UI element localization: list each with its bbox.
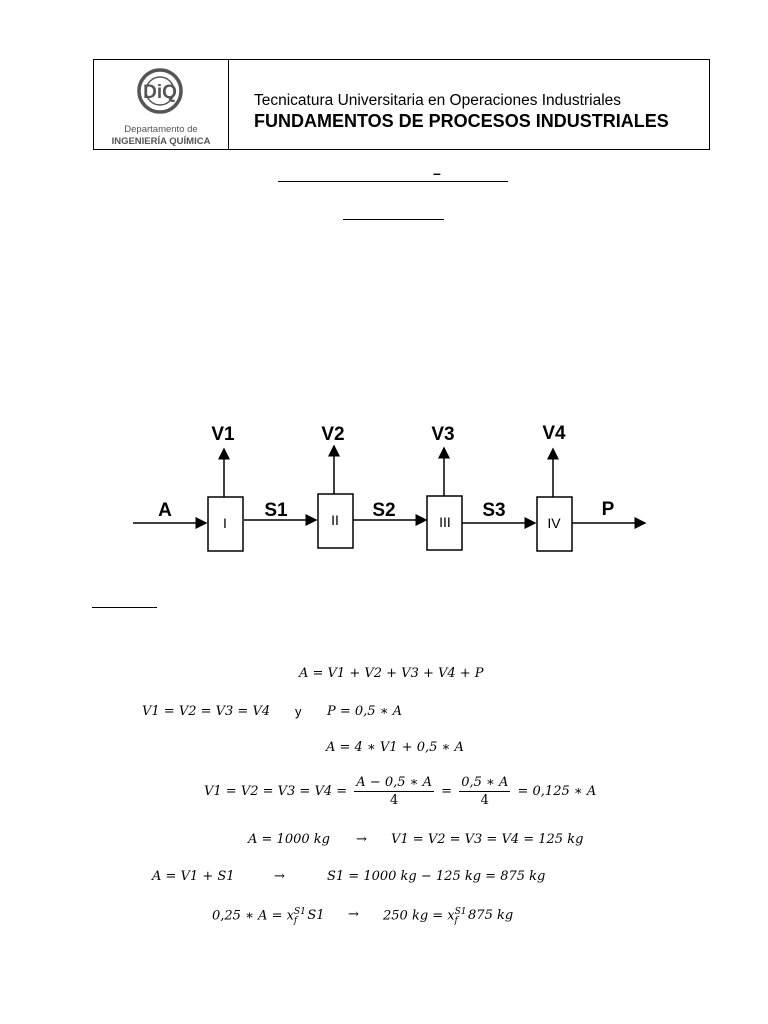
unit-label-i: I bbox=[223, 515, 227, 531]
fraction-2-denominator: 4 bbox=[480, 793, 489, 808]
subscript-f-b: f bbox=[454, 915, 458, 926]
equation-vapor-fraction-rhs: = 0,125 ∗ A bbox=[517, 784, 597, 799]
header-title: FUNDAMENTOS DE PROCESOS INDUSTRIALES bbox=[254, 111, 669, 131]
unit-label-iii: III bbox=[439, 514, 451, 530]
equation-vapor-fraction-eq: = bbox=[441, 784, 453, 799]
fraction-1-denominator: 4 bbox=[390, 793, 399, 808]
stream-label-p: P bbox=[601, 499, 615, 520]
superscript-s1-a: S1 bbox=[293, 907, 306, 917]
arrow-2: → bbox=[274, 869, 285, 884]
equation-stage1-balance: A = V1 + S1 bbox=[152, 869, 235, 884]
logo-department-name: INGENIERÍA QUÍMICA bbox=[111, 136, 211, 147]
equation-product: P = 0,5 ∗ A bbox=[327, 704, 403, 719]
fraction-1-numerator: A − 0,5 ∗ A bbox=[356, 775, 432, 790]
vapor-label-v2: V2 bbox=[321, 424, 345, 445]
section-underline bbox=[92, 607, 157, 608]
unit-label-iv: IV bbox=[547, 515, 561, 531]
equation-solids-result: 250 kg = $x^{S1}_f$ 875 kg bbox=[383, 907, 514, 926]
equation-global-balance: A = V1 + V2 + V3 + V4 + P bbox=[299, 666, 484, 681]
equation-s1-result: S1 = 1000 kg − 125 kg = 875 kg bbox=[327, 869, 546, 884]
equation-vapor-result: V1 = V2 = V3 = V4 = 125 kg bbox=[391, 832, 584, 847]
vapor-label-v3: V3 bbox=[431, 424, 455, 445]
fraction-2-numerator: 0,5 ∗ A bbox=[461, 775, 509, 790]
logo-department-line: Departamento de bbox=[124, 124, 198, 135]
header-subtitle: Tecnicatura Universitaria en Operaciones Industriales bbox=[254, 92, 622, 109]
fraction-1 bbox=[354, 775, 434, 808]
equation-connector-y: y bbox=[295, 704, 302, 719]
logo-mark-text: DiQ bbox=[143, 82, 177, 103]
vapor-label-v1: V1 bbox=[211, 424, 235, 445]
equation-feed-basis: A = 1000 kg bbox=[248, 832, 330, 847]
equation-equal-vapors: V1 = V2 = V3 = V4 bbox=[142, 704, 271, 719]
stream-label-s1: S1 bbox=[264, 500, 288, 521]
stream-label-a: A bbox=[158, 500, 172, 521]
title-dash: – bbox=[433, 165, 441, 181]
stream-label-s3: S3 bbox=[482, 500, 506, 521]
arrow-1: → bbox=[356, 832, 367, 847]
subscript-f-a: f bbox=[293, 915, 298, 926]
arrow-3: → bbox=[348, 907, 359, 922]
fraction-2 bbox=[459, 775, 510, 808]
vapor-label-v4: V4 bbox=[542, 423, 566, 444]
superscript-s1-b: S1 bbox=[454, 907, 467, 917]
equation-vapor-fraction-lhs: V1 = V2 = V3 = V4 = bbox=[204, 784, 348, 799]
equation-vapor-fraction bbox=[204, 775, 596, 808]
unit-label-ii: II bbox=[331, 512, 339, 528]
stream-label-s2: S2 bbox=[372, 500, 396, 521]
equation-substituted: A = 4 ∗ V1 + 0,5 ∗ A bbox=[326, 740, 464, 755]
equation-solids-balance: 0,25 ∗ $A = x^{S1}_f$ S1 bbox=[212, 907, 325, 926]
